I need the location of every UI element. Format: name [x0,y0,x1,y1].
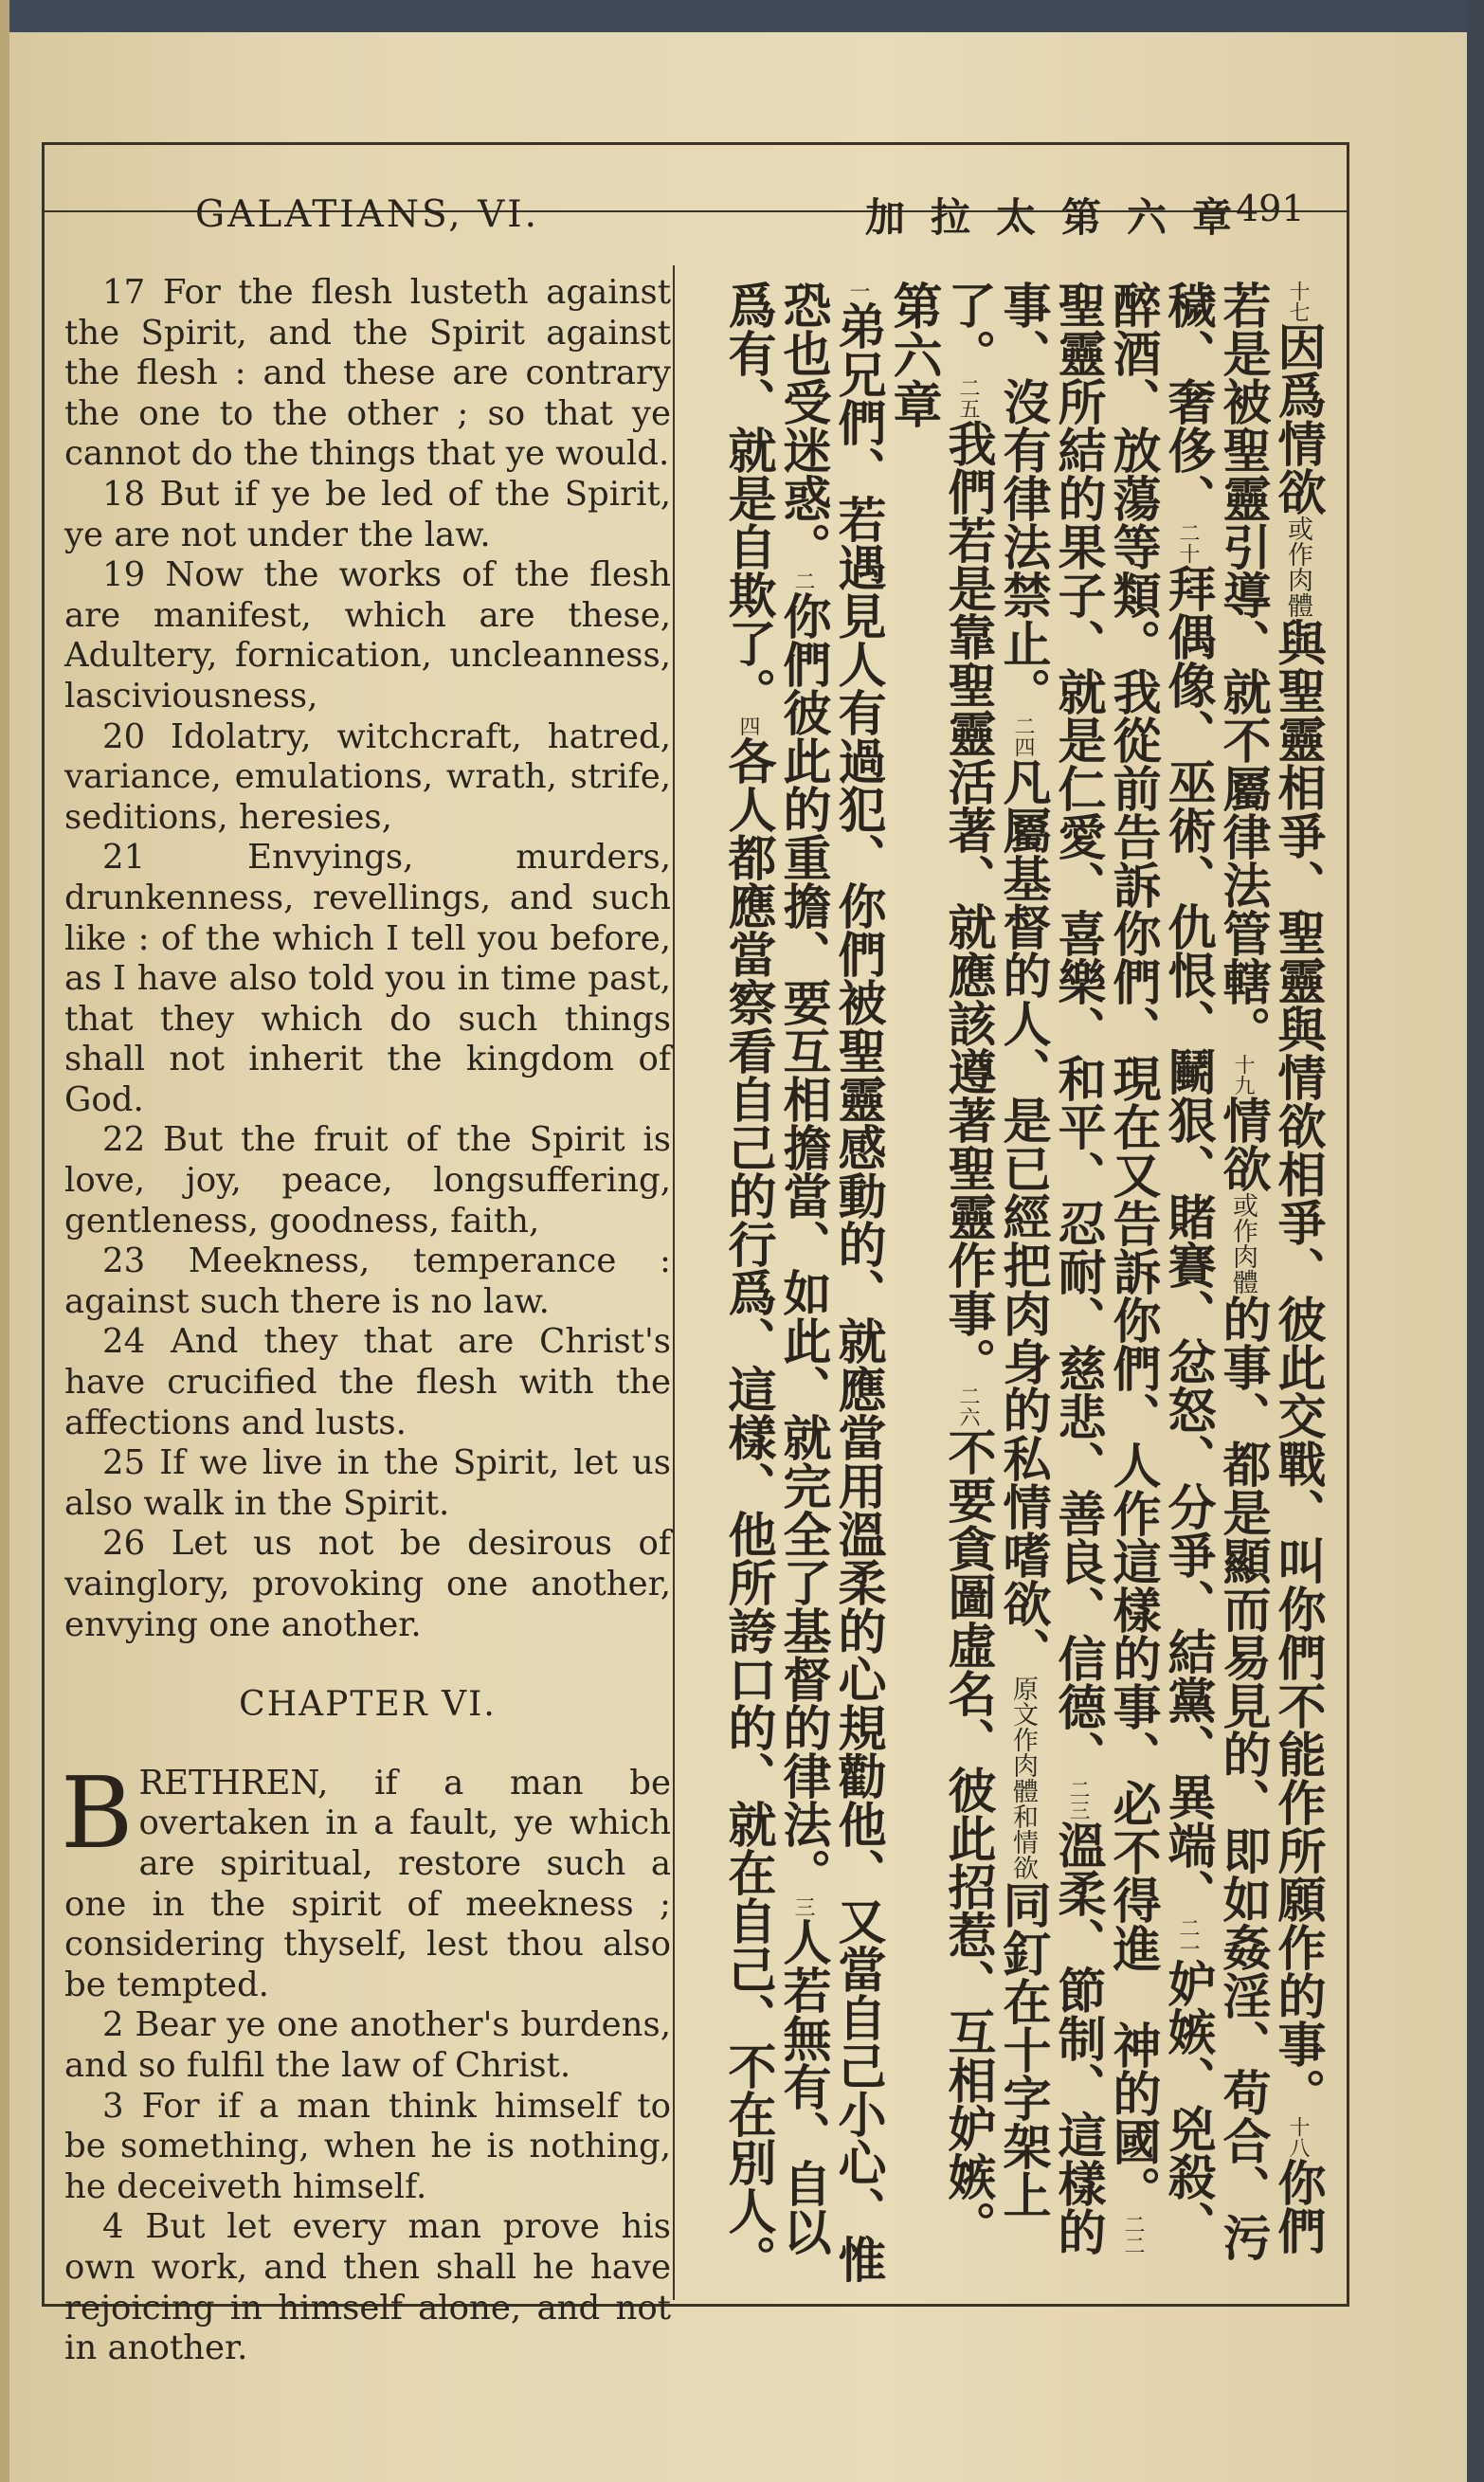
cn-verse-text: 你們彼此的重擔、要互相擔當、如此、就完全了基督的律法。 [774,591,831,1896]
verse-5-24: 24 And they that are Christ's have crucified the flesh with the affections and lusts. [64,1322,671,1442]
cn-verse-text: 不要貪圖虛名、彼此招惹、互相妒嫉。 [939,1427,996,2249]
cn-verse-marker: 二十 [1176,522,1200,564]
cn-verse-text: 凡屬基督的人、是已經把肉身的私情嗜欲、 [994,757,1051,1676]
verse-5-25: 25 If we live in the Spirit, let us also walk in the Spirit. [64,1443,671,1523]
cn-verse-marker: 四 [736,716,760,736]
cn-verse-text: 同釘在十字架上了。 [939,281,1051,2219]
cn-verse-text: 各人都應當察看自己的行爲、這樣、他所誇口的、就在自己、不在別人。 [719,736,776,2283]
cn-verse-marker: 三 [791,1896,815,1917]
cn-verses-5 [940,281,1325,2290]
cn-verse-marker: 二一 [1176,1917,1200,1959]
english-column [61,273,671,2369]
cn-verse-text: 聖靈所結的果子、就是仁愛、喜樂、和平、忍耐、慈悲、善良、信德、 [1049,281,1106,1779]
verse-5-19: 19 Now the works of the flesh are manifest, which are these, Adultery, fornication, uncleanness, lasciviousness, [64,555,671,716]
cn-verse-text: 與聖靈相爭、聖靈與情欲相爭、彼此交戰、叫你們不能作所願作的事。 [1269,618,1326,2116]
cn-verse-text: 因爲情欲 [1269,322,1326,516]
cn-verse-marker: 二五 [956,377,980,419]
running-head-chinese: 加拉太第六章 [865,194,1258,241]
running-head-english: GALATIANS, VI. [195,193,540,236]
cn-verse-marker: 十八 [1286,2116,1310,2158]
cn-verse-marker: 一 [846,281,870,301]
chapter-heading-chinese: 第六章 [884,281,942,428]
column-divider [673,265,675,2300]
cn-verse-marker: 二三 [1066,1779,1090,1821]
verse-5-21: 21 Envyings, murders, drunkenness, revellings, and such like : of the which I tell you before, as I have also told you in time past, that they which do such things shall not inherit the kingdom of God. [64,838,671,1119]
cn-verse-text: 溫柔、節制、這樣的事、沒有律法禁止。 [994,281,1106,2256]
cn-note: 或作肉體 [1228,1192,1258,1295]
cn-verse-text: 情欲 [1214,1096,1271,1192]
page-number: 491 [1236,188,1305,229]
cn-verse-marker: 二二 [1121,2214,1145,2256]
cn-verse-marker: 二 [791,571,815,591]
verse-6-1 [61,1754,671,2006]
cn-verse-text: 你們若是被聖靈引導、就不屬律法管轄。 [1214,281,1326,2255]
verse-5-23: 23 Meekness, temperance : against such there is no law. [64,1241,671,1321]
verse-5-26: 26 Let us not be desirous of vainglory, provoking one another, envying one another. [64,1524,671,1644]
cn-verse-marker: 二四 [1011,716,1035,757]
scanner-top-band [0,0,1484,32]
cn-verse-text: 妒嫉、兇殺、醉酒、放蕩等類。我從前告訴你們、現在又告訴你們、人作這樣的事、必不得進 神的國。 [1104,281,1216,2249]
cn-verse-marker: 十七 [1286,281,1310,322]
verse-6-3: 3 For if a man think himself to be something, when he is nothing, he deceiveth himself. [64,2086,671,2206]
cn-note: 原文作肉體和情欲 [1008,1676,1038,1880]
verse-6-4: 4 But let every man prove his own work, and then shall he have rejoicing in himself alone, and not in another. [64,2207,671,2368]
verse-5-18: 18 But if ye be led of the Spirit, ye are not under the law. [64,474,671,554]
cn-verse-text: 的事、都是顯而易見的、即如姦淫、苟合、污穢、奢侈、 [1159,281,1271,2261]
cn-verse-text: 拜偶像、巫術、仇恨、鬭狠、賭賽、忿怒、分爭、結黨、異端、 [1159,564,1216,1917]
cn-verse-marker: 十九 [1231,1054,1255,1096]
verse-6-1-text: RETHREN, if a man be overtaken in a fault, ye which are spiritual, restore such a one in the spirit of meekness ; considering thyself, lest thou also be tempted. [64,1763,671,2004]
chinese-column [709,281,1325,2290]
verse-6-2: 2 Bear ye one another's burdens, and so fulfil the law of Christ. [64,2005,671,2085]
chapter-heading-english: CHAPTER VI. [239,1685,497,1725]
book-right-edge [1467,0,1484,2482]
cn-verse-text: 我們若是靠聖靈活著、就應該遵著聖靈作事。 [939,419,996,1386]
book-left-edge [0,0,9,2482]
cn-verse-marker: 二六 [956,1386,980,1427]
cn-note: 或作肉體 [1283,516,1312,618]
verse-5-17: 17 For the flesh lusteth against the Spirit, and the Spirit against the flesh : and these are contrary the one to the other ; so that ye cannot do the things that ye would. [64,273,671,474]
drop-cap: B [61,1754,134,1871]
cn-verses-6 [720,281,885,2290]
verse-5-20: 20 Idolatry, witchcraft, hatred, variance, emulations, wrath, strife, seditions, heresies, [64,716,671,837]
cn-verse-text: 人若無有、自以爲有、就是自欺了。 [719,281,831,2256]
verse-5-22: 22 But the fruit of the Spirit is love, joy, peace, longsuffering, gentleness, goodness, faith, [64,1120,671,1241]
cn-verse-text: 弟兄們、若遇見人有過犯、你們被聖靈感動的、就應當用溫柔的心規勸他、又當自己小心、惟恐也受迷惑。 [774,281,886,2283]
